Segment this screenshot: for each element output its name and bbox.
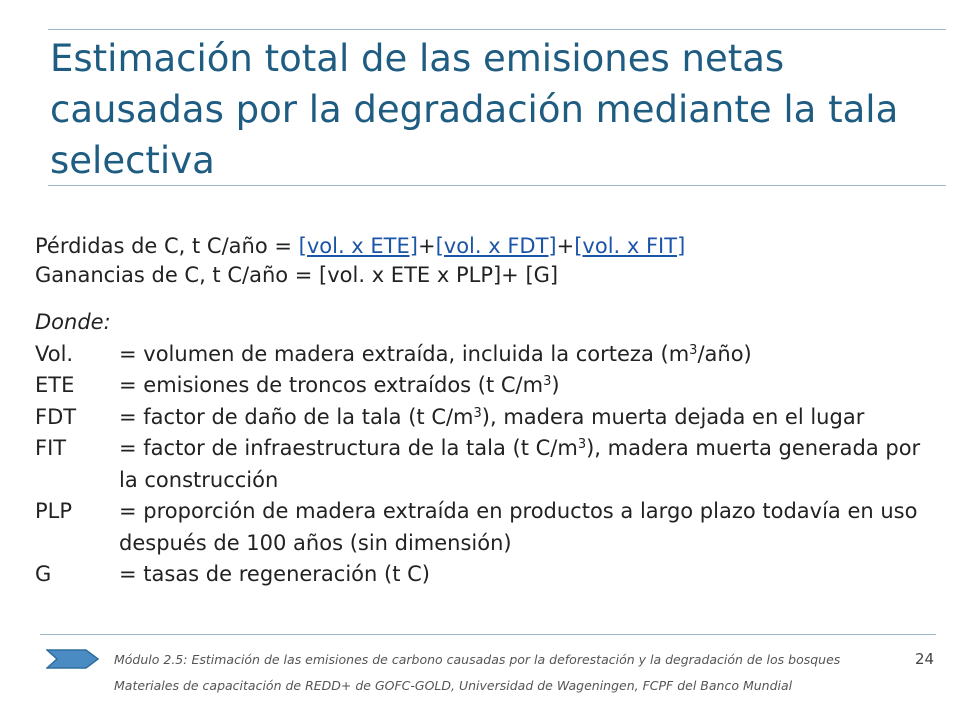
definition-row-plp xyxy=(35,496,945,559)
chevron-arrow-icon xyxy=(46,648,100,670)
definition-text: = tasas de regeneración (t C) xyxy=(119,562,430,586)
title-divider xyxy=(48,185,946,186)
definition-row-fdt xyxy=(35,402,945,434)
definition-term: G xyxy=(35,562,52,586)
footer-materials-text: Materiales de capacitación de REDD+ de GOFC-GOLD, Universidad de Wageningen, FCPF del Banco Mundial xyxy=(114,678,793,693)
link-vol-ete[interactable]: [vol. x ETE] xyxy=(298,234,418,258)
definition-text: = proporción de madera extraída en productos a largo plazo todavía en uso después de 100 años (sin dimensión) xyxy=(119,499,918,555)
footer-module-text: Módulo 2.5: Estimación de las emisiones de carbono causadas por la deforestación y la degradación de los bosques xyxy=(114,652,841,667)
definitions-heading: Donde: xyxy=(35,310,111,334)
definition-text: = volumen de madera extraída, incluida la corteza $(m^3/año)$ xyxy=(119,341,752,366)
definition-term: ETE xyxy=(35,373,75,397)
definition-text: = factor de infraestructura de la tala (t $C/m^3$), madera muerta generada por la construcción xyxy=(119,436,921,492)
page-number: 24 xyxy=(915,650,935,668)
losses-formula xyxy=(35,232,945,261)
definition-term: FIT xyxy=(35,436,67,460)
formulas-block xyxy=(35,232,945,290)
definition-term: PLP xyxy=(35,499,73,523)
top-divider xyxy=(48,29,946,30)
definition-row-vol xyxy=(35,339,945,371)
gains-formula: Ganancias de C, t C/año = [vol. x ETE x PLP]+ [G] xyxy=(35,263,559,287)
link-vol-fdt[interactable]: [vol. x FDT] xyxy=(435,234,557,258)
definition-row-fit xyxy=(35,433,945,496)
definition-term: Vol. xyxy=(35,341,74,366)
definitions-block xyxy=(35,307,945,591)
plus-sign: + xyxy=(417,234,436,258)
definition-text: = emisiones de troncos extraídos (t $C/m^3$) xyxy=(119,373,560,397)
definition-row-g xyxy=(35,559,945,591)
footer-divider xyxy=(40,634,936,635)
definition-row-ete xyxy=(35,370,945,402)
slide-title: Estimación total de las emisiones netas causadas por la degradación mediante la tala selectiva xyxy=(50,37,899,182)
link-vol-fit[interactable]: [vol. x FIT] xyxy=(574,234,686,258)
definition-term: FDT xyxy=(35,404,77,429)
definition-text: = factor de daño de la tala (t $C/m^3$), madera muerta dejada en el lugar xyxy=(119,404,865,429)
plus-sign: + xyxy=(556,234,575,258)
losses-prefix: Pérdidas de C, t C/año = xyxy=(35,234,299,258)
